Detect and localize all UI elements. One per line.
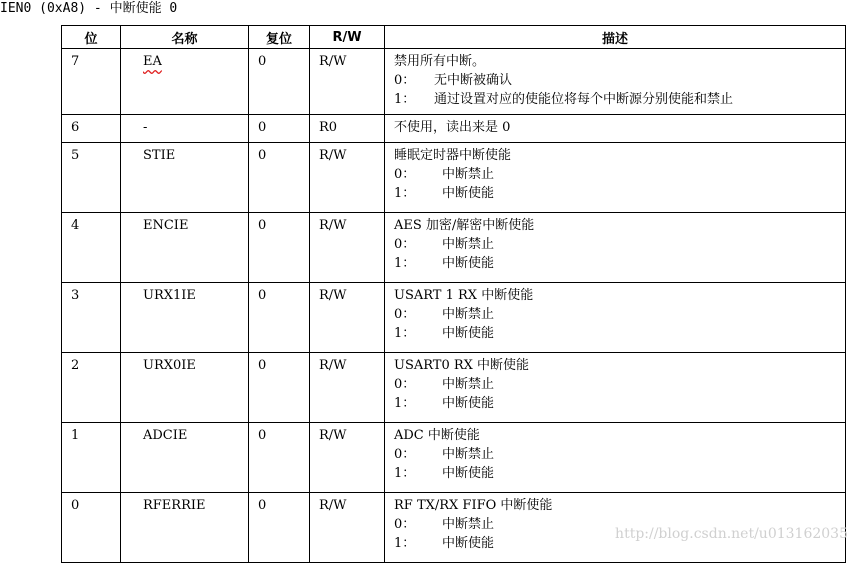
option-line <box>394 254 845 273</box>
option-key: 0： <box>394 237 416 252</box>
option-value: 中断禁止 <box>442 237 495 252</box>
option-line <box>394 184 845 203</box>
cell-bit: 0 <box>62 493 121 563</box>
cell-name: URX0IE <box>121 353 249 423</box>
cell-bit: 3 <box>62 283 121 353</box>
option-value: 中断禁止 <box>442 447 495 462</box>
option-value: 中断使能 <box>442 466 495 481</box>
cell-rw: R/W <box>310 143 385 213</box>
cell-name <box>121 49 249 115</box>
option-value: 无中断被确认 <box>434 73 513 88</box>
table-row <box>62 143 846 213</box>
header-rw: R/W <box>310 26 385 49</box>
cell-name: - <box>121 115 249 143</box>
cell-rw: R/W <box>310 213 385 283</box>
option-line <box>394 445 845 464</box>
cell-bit: 7 <box>62 49 121 115</box>
cell-rw: R/W <box>310 283 385 353</box>
option-key: 1： <box>394 256 416 271</box>
option-line <box>394 394 845 413</box>
table-row <box>62 49 846 115</box>
option-key: 0： <box>394 377 416 392</box>
cell-description <box>385 213 846 283</box>
table-row <box>62 283 846 353</box>
cell-name: ADCIE <box>121 423 249 493</box>
register-title: IEN0 (0xA8) - 中断使能 0 <box>0 1 178 16</box>
cell-reset: 0 <box>249 423 310 493</box>
table-row <box>62 213 846 283</box>
register-table <box>61 25 846 563</box>
cell-bit: 1 <box>62 423 121 493</box>
table-header-row <box>62 26 846 49</box>
description-text: 禁用所有中断。 <box>394 54 486 69</box>
cell-rw: R0 <box>310 115 385 143</box>
description-text: ADC 中断使能 <box>394 428 480 443</box>
cell-description <box>385 283 846 353</box>
option-value: 中断使能 <box>442 396 495 411</box>
cell-bit: 2 <box>62 353 121 423</box>
table-row <box>62 115 846 143</box>
cell-reset: 0 <box>249 115 310 143</box>
option-value: 中断禁止 <box>442 167 495 182</box>
description-text: USART0 RX 中断使能 <box>394 358 530 373</box>
cell-reset: 0 <box>249 353 310 423</box>
cell-name: RFERRIE <box>121 493 249 563</box>
cell-reset: 0 <box>249 283 310 353</box>
option-value: 中断禁止 <box>442 517 495 532</box>
option-value: 中断使能 <box>442 536 495 551</box>
option-line <box>394 235 845 254</box>
cell-rw: R/W <box>310 423 385 493</box>
option-line <box>394 165 845 184</box>
option-value: 中断使能 <box>442 186 495 201</box>
cell-description <box>385 423 846 493</box>
cell-bit: 5 <box>62 143 121 213</box>
header-description: 描述 <box>385 26 846 49</box>
option-key: 0： <box>394 447 416 462</box>
cell-bit: 6 <box>62 115 121 143</box>
cell-description <box>385 353 846 423</box>
header-reset: 复位 <box>249 26 310 49</box>
description-text: 不使用，读出来是 0 <box>394 120 511 135</box>
cell-description <box>385 115 846 143</box>
option-key: 1： <box>394 466 416 481</box>
cell-reset: 0 <box>249 213 310 283</box>
cell-name: URX1IE <box>121 283 249 353</box>
description-text: RF TX/RX FIFO 中断使能 <box>394 498 553 513</box>
cell-rw: R/W <box>310 493 385 563</box>
option-value: 中断使能 <box>442 256 495 271</box>
option-line <box>394 90 845 109</box>
watermark: http://blog.csdn.net/u013162035 <box>615 526 848 542</box>
description-text: AES 加密/解密中断使能 <box>394 218 535 233</box>
cell-bit: 4 <box>62 213 121 283</box>
option-key: 1： <box>394 186 416 201</box>
option-key: 0： <box>394 73 416 88</box>
option-value: 中断使能 <box>442 326 495 341</box>
cell-rw: R/W <box>310 353 385 423</box>
header-bit: 位 <box>62 26 121 49</box>
cell-reset: 0 <box>249 493 310 563</box>
table-row <box>62 423 846 493</box>
name-text: EA <box>143 54 162 69</box>
option-key: 1： <box>394 92 416 107</box>
cell-description <box>385 49 846 115</box>
cell-description <box>385 143 846 213</box>
cell-name: ENCIE <box>121 213 249 283</box>
option-line <box>394 71 845 90</box>
option-key: 1： <box>394 326 416 341</box>
description-text: 睡眠定时器中断使能 <box>394 148 512 163</box>
option-key: 1： <box>394 396 416 411</box>
option-line <box>394 305 845 324</box>
option-key: 1： <box>394 536 416 551</box>
option-line <box>394 324 845 343</box>
option-value: 中断禁止 <box>442 377 495 392</box>
header-name: 名称 <box>121 26 249 49</box>
option-key: 0： <box>394 167 416 182</box>
option-key: 0： <box>394 517 416 532</box>
option-key: 0： <box>394 307 416 322</box>
cell-reset: 0 <box>249 49 310 115</box>
option-value: 通过设置对应的使能位将每个中断源分别使能和禁止 <box>434 92 734 107</box>
option-line <box>394 375 845 394</box>
cell-name: STIE <box>121 143 249 213</box>
description-text: USART 1 RX 中断使能 <box>394 288 534 303</box>
cell-rw: R/W <box>310 49 385 115</box>
option-value: 中断禁止 <box>442 307 495 322</box>
cell-reset: 0 <box>249 143 310 213</box>
option-line <box>394 464 845 483</box>
table-row <box>62 353 846 423</box>
